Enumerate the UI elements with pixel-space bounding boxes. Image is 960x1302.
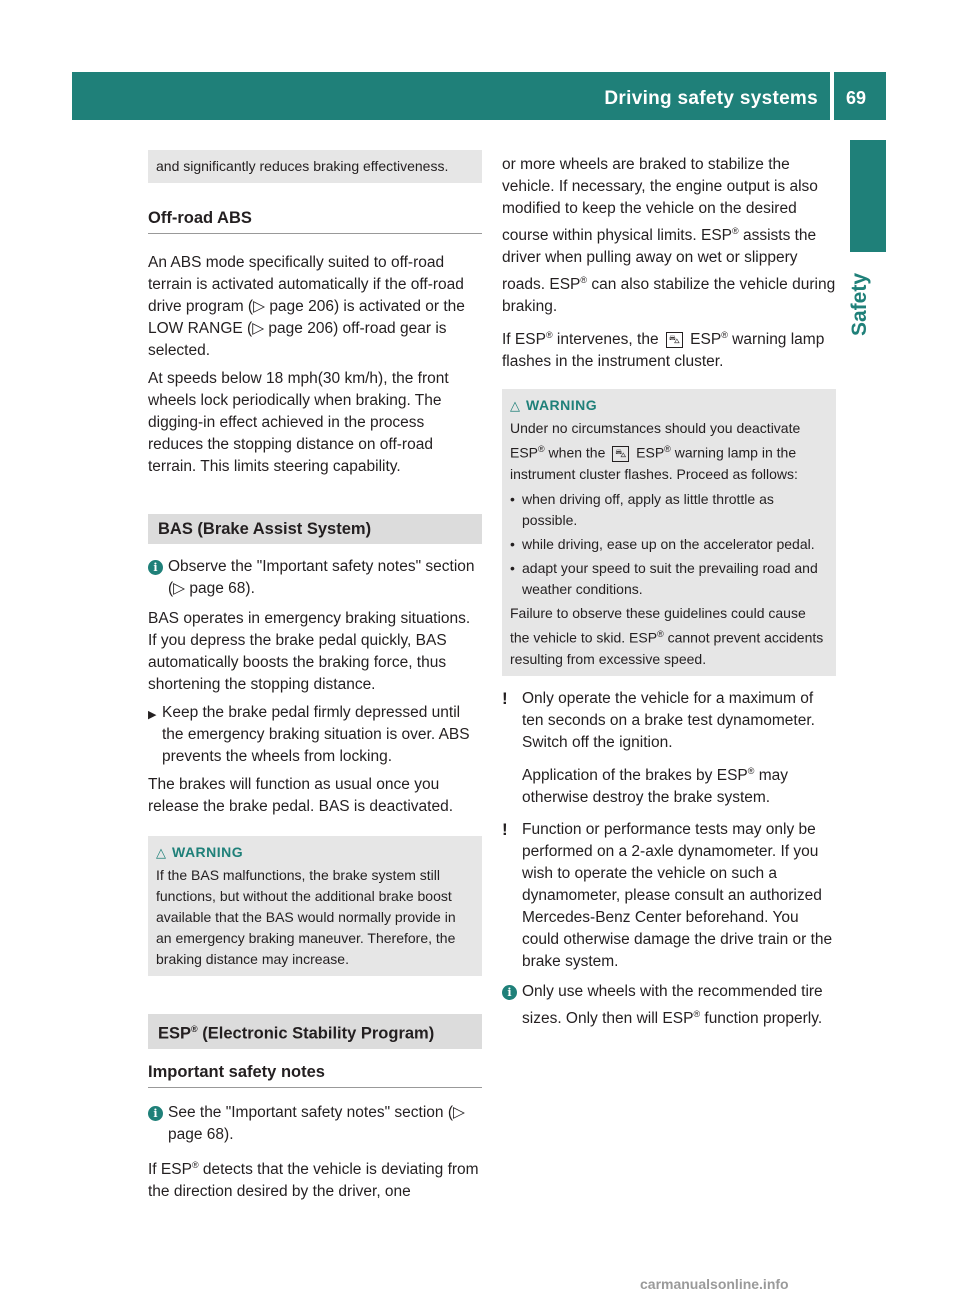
section-tab-label: Safety bbox=[848, 272, 871, 336]
bas-paragraph-1: BAS operates in emergency braking situations. If you depress the brake pedal quickly, BAS automatically boosts the braking force, thus shortening the stopping distance. bbox=[148, 610, 471, 693]
caution-text-2: Function or performance tests may only be performed on a 2-axle dynamometer. If you wish to operate the vehicle on such a dynamometer, please consult an authorized Mercedes-Benz Center beforehand. You could otherwise damage the drive train or the brake system. bbox=[522, 820, 833, 970]
warning-triangle-icon: △ bbox=[510, 398, 520, 414]
continued-warning-box: and significantly reduces braking effectiveness. bbox=[148, 150, 482, 183]
bas-step-text: Keep the brake pedal firmly depressed until the emergency braking situation is over. ABS prevents the wheels from locking. bbox=[162, 704, 470, 765]
esp-paragraph-continued: or more wheels are braked to stabilize the vehicle. If necessary, the engine output is also modified to keep the vehicle on the desired course within physical limits. ESP® assists the driver when pulling away on wet or slippery roads. ESP® can also stabilize the vehicle during braking. bbox=[502, 156, 836, 316]
exclamation-icon: ! bbox=[502, 819, 508, 839]
esp-warning-box bbox=[502, 389, 836, 675]
info-icon: i bbox=[502, 985, 517, 1000]
bas-info-note bbox=[148, 556, 482, 600]
offroad-abs-heading: Off-road ABS bbox=[148, 207, 482, 234]
bas-warning-text: If the BAS malfunctions, the brake system still functions, but without the additional brake boost available that the BAS would normally provide in an emergency braking maneuver. Therefore, the braking distance may increase. bbox=[156, 867, 456, 967]
bas-warning-box bbox=[148, 836, 482, 976]
list-item: • adapt your speed to suit the prevailing road and weather conditions. bbox=[510, 560, 818, 598]
right-column bbox=[502, 154, 836, 1030]
section-tab-marker bbox=[850, 140, 886, 252]
esp-info-note bbox=[148, 1102, 482, 1146]
watermark: carmanualsonline.info bbox=[640, 1276, 789, 1292]
left-column bbox=[148, 150, 482, 1209]
esp-section-heading: ESP® (Electronic Stability Program) bbox=[148, 1014, 482, 1049]
esp-warning-lamp-icon: ⛍ bbox=[612, 446, 629, 462]
important-safety-notes-heading: Important safety notes bbox=[148, 1061, 482, 1088]
caution-note-1 bbox=[502, 688, 836, 815]
caution-text-1: Only operate the vehicle for a maximum of ten seconds on a brake test dynamometer. Switch off the ignition. bbox=[522, 689, 815, 751]
caution-text-1b: Application of the brakes by ESP® may otherwise destroy the brake system. bbox=[522, 765, 788, 806]
list-item: • while driving, ease up on the accelerator pedal. bbox=[510, 536, 815, 553]
esp-warning-intro: Under no circumstances should you deactivate ESP® when the ⛍ ESP® warning lamp in the instrument cluster flashes. Proceed as follows: bbox=[510, 420, 801, 483]
info-icon: i bbox=[148, 1106, 163, 1121]
esp-paragraph-1: If ESP® detects that the vehicle is deviating from the direction desired by the driver, one bbox=[148, 1159, 479, 1200]
esp-warning-lamp-icon: ⛍ bbox=[666, 332, 683, 348]
esp-lamp-paragraph: If ESP® intervenes, the ⛍ ESP® warning lamp flashes in the instrument cluster. bbox=[502, 330, 825, 371]
offroad-paragraph-1: An ABS mode specifically suited to off-road terrain is activated automatically if the off-road drive program (▷ page 206) is activated or the LOW RANGE (▷ page 206) off-road gear is selected. bbox=[148, 254, 465, 359]
info-icon: i bbox=[148, 560, 163, 575]
wheels-info-note bbox=[502, 981, 836, 1030]
warning-title: WARNING bbox=[172, 844, 244, 860]
warning-triangle-icon: △ bbox=[156, 845, 166, 860]
bas-paragraph-2: The brakes will function as usual once you release the brake pedal. BAS is deactivated. bbox=[148, 776, 454, 815]
warning-title: WARNING bbox=[526, 397, 598, 414]
offroad-paragraph-2: At speeds below 18 mph(30 km/h), the front wheels lock periodically when braking. The digging-in effect achieved in the process reduces the stopping distance on off-road terrain. This limits steering capability. bbox=[148, 370, 449, 475]
bas-instruction-step bbox=[148, 702, 482, 768]
arrow-icon: ▶ bbox=[148, 709, 157, 721]
bas-section-heading: BAS (Brake Assist System) bbox=[148, 514, 482, 544]
list-item: • when driving off, apply as little throttle as possible. bbox=[510, 491, 774, 529]
esp-info-text[interactable]: See the "Important safety notes" section (▷ page 68). bbox=[168, 1103, 465, 1143]
exclamation-icon: ! bbox=[502, 688, 508, 708]
caution-note-2 bbox=[502, 819, 836, 973]
esp-warning-outro: Failure to observe these guidelines could cause the vehicle to skid. ESP® cannot prevent accidents resulting from excessive speed. bbox=[510, 605, 824, 667]
section-tab[interactable] bbox=[848, 258, 888, 338]
page-number: 69 bbox=[845, 88, 867, 108]
running-header-title: Driving safety systems bbox=[604, 88, 818, 109]
bas-info-text[interactable]: Observe the "Important safety notes" section (▷ page 68). bbox=[168, 558, 475, 597]
wheels-info-text: Only use wheels with the recommended tire sizes. Only then will ESP® function properly. bbox=[522, 982, 823, 1028]
